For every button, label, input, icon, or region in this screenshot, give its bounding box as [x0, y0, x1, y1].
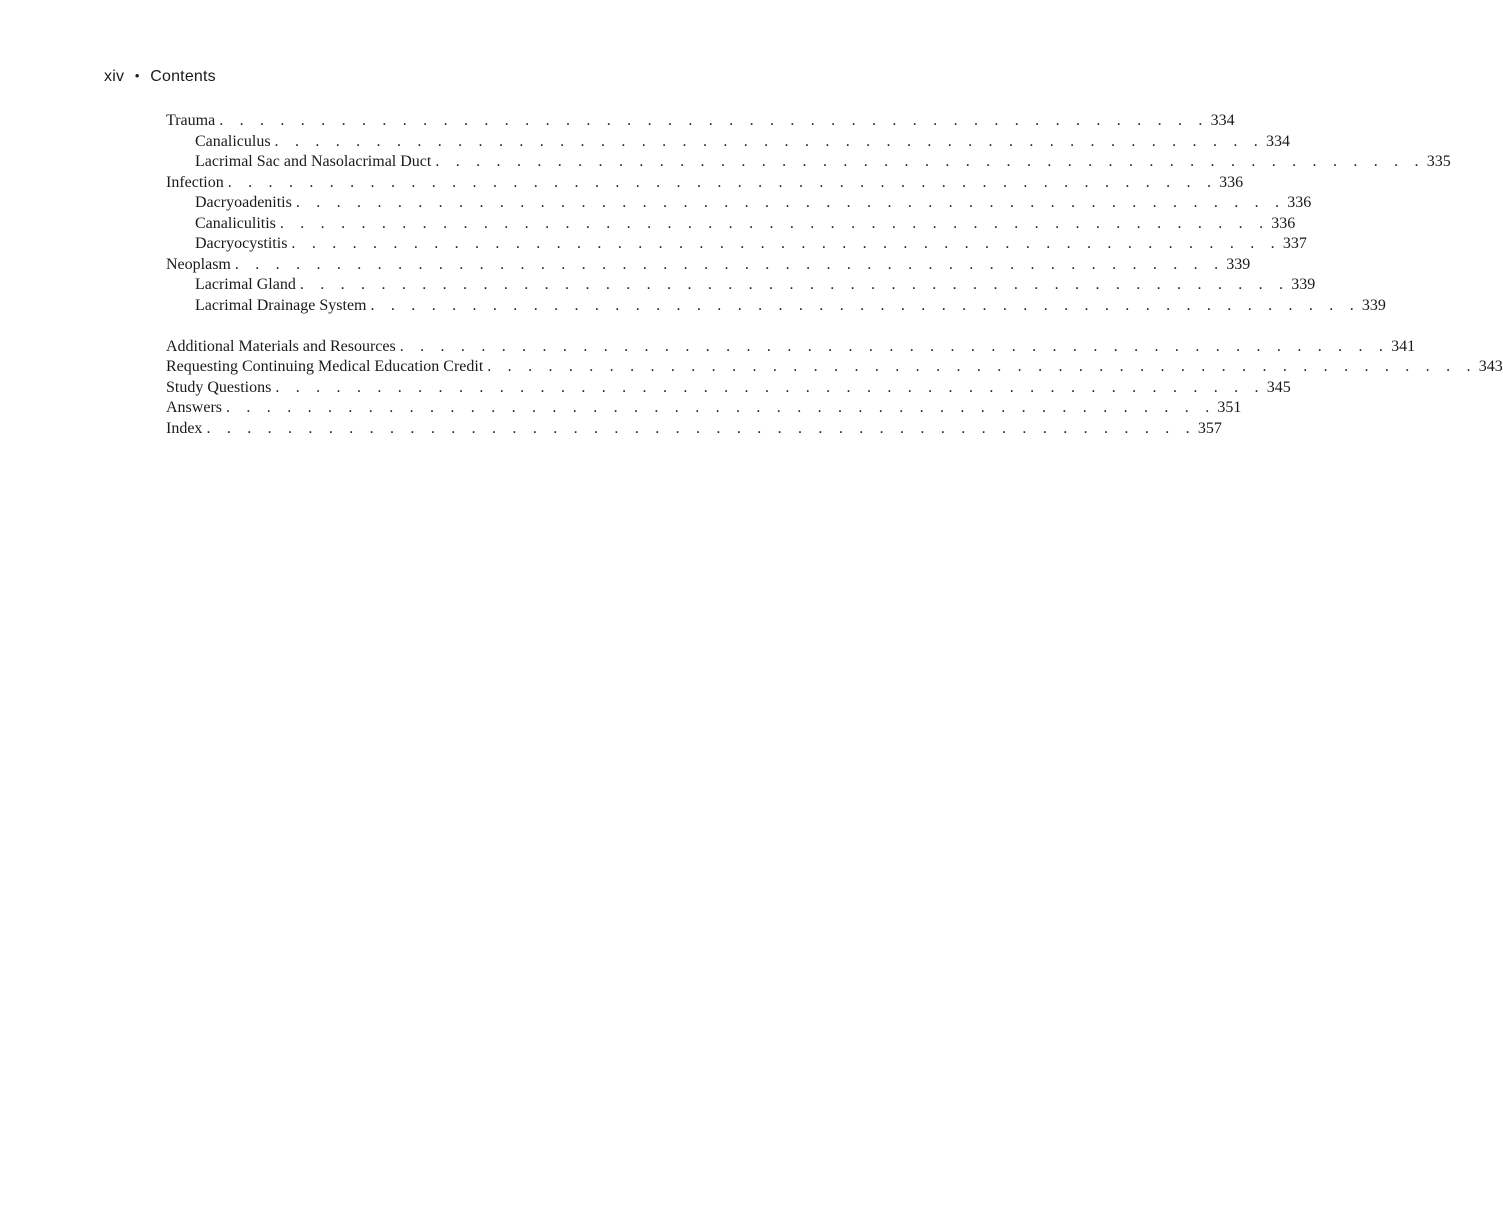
- running-head: [104, 66, 216, 88]
- section-title: Contents: [150, 68, 216, 85]
- toc-entry[interactable]: [166, 419, 1222, 440]
- toc-entry-page-number: 336: [1219, 173, 1244, 191]
- toc-entry-page-number: 343: [1478, 358, 1503, 375]
- toc-entry[interactable]: [166, 378, 1291, 399]
- toc-entry-title: Trauma: [166, 111, 219, 132]
- toc-entry-title: Canaliculus: [195, 132, 275, 153]
- separator-bullet: •: [134, 68, 140, 83]
- toc-entry-title: Lacrimal Drainage System: [195, 296, 371, 317]
- toc-entry-title: Neoplasm: [166, 255, 235, 276]
- toc-entry[interactable]: [166, 357, 1503, 378]
- toc-entry-page-number: 341: [1391, 337, 1416, 355]
- toc-group: [166, 111, 1451, 316]
- toc-entry-page-number: 351: [1217, 399, 1242, 416]
- dot-leader: . . . . . . . . . . . . . . . . . . . . . . . . . . . . . . . . . . . . . . . . . . . . . . . . .: [206, 419, 1196, 437]
- dot-leader: . . . . . . . . . . . . . . . . . . . . . . . . . . . . . . . . . . . . . . . . . . . . . . . . .: [299, 276, 1290, 293]
- toc-entry[interactable]: [166, 398, 1242, 419]
- toc-entry-title: Lacrimal Sac and Nasolacrimal Duct: [195, 152, 435, 173]
- toc-entry-title: Canaliculitis: [195, 214, 280, 235]
- dot-leader: . . . . . . . . . . . . . . . . . . . . . . . . . . . . . . . . . . . . . . . . . . . . . . . . .: [234, 255, 1225, 273]
- toc-entry-title: Infection: [166, 173, 228, 194]
- toc-entry-title: Additional Materials and Resources: [166, 337, 400, 358]
- toc-entry-page-number: 334: [1210, 112, 1235, 129]
- toc-subentry[interactable]: [166, 152, 1451, 173]
- toc-entry-page-number: 336: [1287, 194, 1312, 211]
- toc-subentry[interactable]: [166, 193, 1312, 214]
- toc-entry-page-number: 337: [1282, 235, 1307, 252]
- toc-entry-page-number: 339: [1226, 255, 1251, 273]
- toc-entry-page-number: 335: [1426, 153, 1451, 170]
- toc-subentry[interactable]: [166, 296, 1386, 317]
- toc-entry[interactable]: [166, 255, 1251, 276]
- toc-entry-title: Dacryoadenitis: [195, 193, 296, 214]
- toc-entry-title: Answers: [166, 398, 226, 419]
- dot-leader: . . . . . . . . . . . . . . . . . . . . . . . . . . . . . . . . . . . . . . . . . . . . . . . . .: [279, 214, 1270, 232]
- toc-subentry[interactable]: [166, 132, 1290, 153]
- dot-leader: . . . . . . . . . . . . . . . . . . . . . . . . . . . . . . . . . . . . . . . . . . . . . . . . .: [435, 153, 1425, 170]
- toc-entry-page-number: 345: [1266, 378, 1291, 396]
- dot-leader: . . . . . . . . . . . . . . . . . . . . . . . . . . . . . . . . . . . . . . . . . . . . . . . . .: [295, 194, 1286, 211]
- toc-entry-title: Lacrimal Gland: [195, 275, 300, 296]
- toc-entry-page-number: 334: [1265, 132, 1290, 150]
- toc-subentry[interactable]: [166, 214, 1296, 235]
- toc-subentry[interactable]: [166, 275, 1316, 296]
- toc-subentry[interactable]: [166, 234, 1307, 255]
- toc-group: [166, 337, 1503, 440]
- toc-entry-page-number: 339: [1361, 296, 1386, 314]
- dot-leader: . . . . . . . . . . . . . . . . . . . . . . . . . . . . . . . . . . . . . . . . . . . . . . . . .: [226, 399, 1216, 416]
- page-folio: xiv: [104, 68, 125, 85]
- dot-leader: . . . . . . . . . . . . . . . . . . . . . . . . . . . . . . . . . . . . . . . . . . . . . . . . .: [291, 235, 1281, 252]
- dot-leader: . . . . . . . . . . . . . . . . . . . . . . . . . . . . . . . . . . . . . . . . . . . . . . . . .: [227, 173, 1218, 191]
- toc-entry-page-number: 357: [1197, 419, 1222, 437]
- dot-leader: . . . . . . . . . . . . . . . . . . . . . . . . . . . . . . . . . . . . . . . . . . . . . . . . .: [399, 337, 1390, 355]
- dot-leader: . . . . . . . . . . . . . . . . . . . . . . . . . . . . . . . . . . . . . . . . . . . . . . . . .: [219, 112, 1209, 129]
- dot-leader: . . . . . . . . . . . . . . . . . . . . . . . . . . . . . . . . . . . . . . . . . . . . . . . . .: [487, 358, 1477, 375]
- toc-entry[interactable]: [166, 337, 1416, 358]
- toc-entry-title: Index: [166, 419, 206, 440]
- toc-entry-page-number: 339: [1291, 276, 1316, 293]
- dot-leader: . . . . . . . . . . . . . . . . . . . . . . . . . . . . . . . . . . . . . . . . . . . . . . . . .: [274, 132, 1264, 150]
- dot-leader: . . . . . . . . . . . . . . . . . . . . . . . . . . . . . . . . . . . . . . . . . . . . . . . . .: [370, 296, 1360, 314]
- table-of-contents: [166, 111, 1503, 439]
- toc-entry-title: Requesting Continuing Medical Education Credit: [166, 357, 487, 378]
- toc-entry[interactable]: [166, 173, 1244, 194]
- toc-entry[interactable]: [166, 111, 1235, 132]
- toc-entry-title: Study Questions: [166, 378, 275, 399]
- toc-entry-title: Dacryocystitis: [195, 234, 291, 255]
- dot-leader: . . . . . . . . . . . . . . . . . . . . . . . . . . . . . . . . . . . . . . . . . . . . . . . . .: [275, 378, 1265, 396]
- toc-entry-page-number: 336: [1271, 214, 1296, 232]
